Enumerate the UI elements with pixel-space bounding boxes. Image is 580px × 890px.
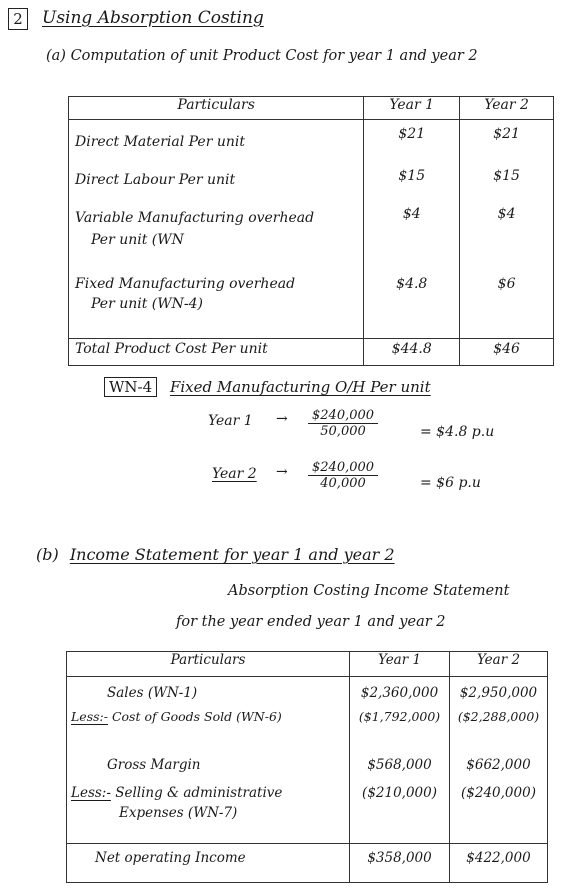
- row-label-line1: Selling & administrative: [115, 785, 283, 801]
- table-row: [67, 677, 548, 710]
- row-value-year1: $4.8: [364, 268, 460, 339]
- col-header-year2: Year 2: [450, 652, 548, 677]
- row-value-year2: $4: [460, 206, 554, 268]
- row-label-line2: Per unit (WN: [91, 232, 184, 248]
- row-label-line1: Variable Manufacturing overhead: [75, 210, 315, 226]
- row-value-year1: ($210,000): [350, 781, 450, 844]
- table-row: [69, 120, 554, 169]
- section-title: Using Absorption Costing: [42, 8, 264, 28]
- wn4-year1-numerator: $240,000: [308, 408, 378, 424]
- row-label-text: Cost of Goods Sold (WN-6): [111, 709, 282, 724]
- row-label-line1: Fixed Manufacturing overhead: [75, 276, 296, 292]
- wn4-year2-fraction: [308, 460, 378, 491]
- section-number-box: 2: [8, 8, 28, 30]
- income-statement-subtitle1: Absorption Costing Income Statement: [228, 583, 510, 599]
- table-row: [69, 268, 554, 339]
- row-value-year1: $568,000: [350, 757, 450, 781]
- row-label-line2: Per unit (WN-4): [91, 296, 204, 312]
- row-value-year2: ($240,000): [450, 781, 548, 844]
- table-row: [69, 168, 554, 206]
- part-a-heading: (a) Computation of unit Product Cost for year 1 and year 2: [46, 48, 478, 64]
- col-header-year1: Year 1: [350, 652, 450, 677]
- row-value-year2: $6: [460, 268, 554, 339]
- col-header-particulars: Particulars: [67, 652, 350, 677]
- wn4-year2-denominator: 40,000: [320, 476, 366, 491]
- unit-cost-header-row: [69, 97, 554, 120]
- row-value-year1: ($1,792,000): [350, 709, 450, 757]
- col-header-particulars: Particulars: [69, 97, 364, 120]
- table-row: [67, 709, 548, 757]
- row-value-year1: $21: [364, 120, 460, 169]
- wn4-tag: WN-4: [104, 377, 157, 397]
- row-label: Direct Labour Per unit: [69, 168, 364, 206]
- row-label: [69, 268, 364, 339]
- table-row: [69, 206, 554, 268]
- part-b-prefix: (b): [36, 545, 59, 564]
- row-label: [67, 781, 350, 844]
- income-statement-subtitle2: for the year ended year 1 and year 2: [176, 614, 446, 630]
- row-label-text: Sales (WN-1): [107, 685, 198, 701]
- wn4-year1-label: Year 1: [208, 413, 253, 429]
- row-label: Direct Material Per unit: [69, 120, 364, 169]
- arrow-icon: →: [276, 411, 288, 427]
- row-value-year2: $662,000: [450, 757, 548, 781]
- income-statement-table: [66, 651, 548, 883]
- row-value-year2: $21: [460, 120, 554, 169]
- row-value-year1: $2,360,000: [350, 677, 450, 710]
- wn4-year1-result: = $4.8 p.u: [420, 424, 495, 440]
- wn4-year2-label: Year 2: [212, 466, 257, 482]
- row-label: [69, 206, 364, 268]
- row-prefix: Less:-: [71, 709, 108, 724]
- table-row-total: [69, 339, 554, 366]
- row-prefix: Less:-: [71, 785, 111, 801]
- part-b-title: Income Statement for year 1 and year 2: [69, 545, 395, 564]
- wn4-year1-fraction: [308, 408, 378, 439]
- wn4-year2-result: = $6 p.u: [420, 475, 481, 491]
- row-value-year1: $4: [364, 206, 460, 268]
- row-label: [67, 677, 350, 710]
- row-label-line2: Expenses (WN-7): [119, 805, 238, 821]
- table-row: [67, 781, 548, 844]
- row-value-year2: $46: [460, 339, 554, 366]
- row-label: [67, 844, 350, 883]
- row-value-year1: $44.8: [364, 339, 460, 366]
- row-value-year1: $358,000: [350, 844, 450, 883]
- arrow-icon: →: [276, 464, 288, 480]
- row-value-year2: ($2,288,000): [450, 709, 548, 757]
- col-header-year2: Year 2: [460, 97, 554, 120]
- wn4-title: Fixed Manufacturing O/H Per unit: [169, 378, 431, 396]
- table-row-total: [67, 844, 548, 883]
- row-label: [67, 757, 350, 781]
- row-value-year2: $15: [460, 168, 554, 206]
- wn4-year2-numerator: $240,000: [308, 460, 378, 476]
- row-label-text: Gross Margin: [107, 757, 201, 773]
- row-value-year2: $422,000: [450, 844, 548, 883]
- table-row: [67, 757, 548, 781]
- unit-cost-table: [68, 96, 554, 366]
- row-label: Total Product Cost Per unit: [69, 339, 364, 366]
- wn4-heading: [104, 378, 431, 396]
- row-value-year2: $2,950,000: [450, 677, 548, 710]
- income-header-row: [67, 652, 548, 677]
- wn4-year1-denominator: 50,000: [320, 424, 366, 439]
- row-value-year1: $15: [364, 168, 460, 206]
- part-b-heading: [36, 545, 395, 564]
- col-header-year1: Year 1: [364, 97, 460, 120]
- row-label: [67, 709, 350, 757]
- row-label-text: Net operating Income: [95, 850, 246, 866]
